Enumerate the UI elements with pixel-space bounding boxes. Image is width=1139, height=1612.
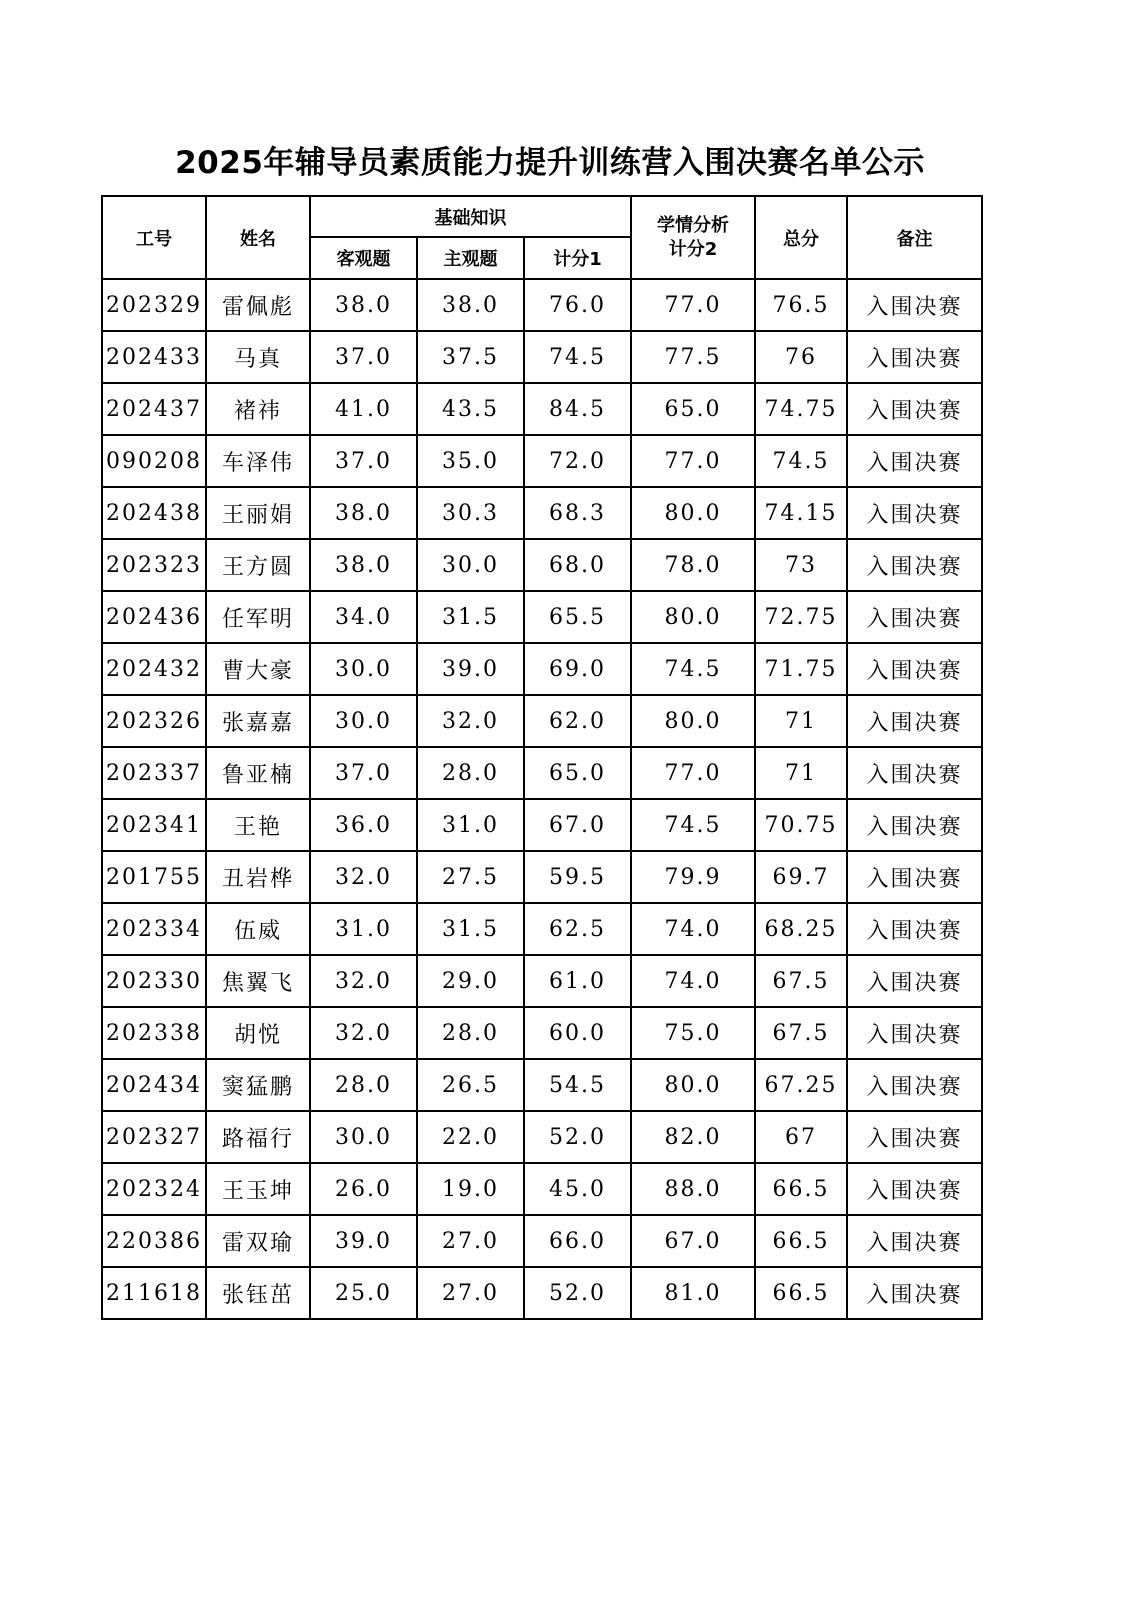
cell-name: 张嘉嘉 [206, 695, 310, 747]
table-row [102, 851, 982, 903]
cell-subjective: 26.5 [417, 1059, 524, 1111]
table-row [102, 1267, 982, 1319]
cell-note: 入围决赛 [847, 487, 982, 539]
cell-subjective: 31.5 [417, 903, 524, 955]
cell-subtotal1: 84.5 [524, 383, 631, 435]
cell-analysis-score: 80.0 [631, 487, 755, 539]
cell-analysis-score: 77.0 [631, 435, 755, 487]
cell-subtotal1: 62.5 [524, 903, 631, 955]
header-analysis-line1: 学情分析 [657, 214, 730, 236]
cell-note: 入围决赛 [847, 279, 982, 331]
cell-total: 67 [755, 1111, 847, 1163]
cell-total: 71 [755, 747, 847, 799]
cell-subtotal1: 65.5 [524, 591, 631, 643]
cell-analysis-score: 65.0 [631, 383, 755, 435]
cell-id: 090208 [102, 435, 206, 487]
table-row [102, 903, 982, 955]
cell-subtotal1: 76.0 [524, 279, 631, 331]
cell-total: 70.75 [755, 799, 847, 851]
cell-total: 66.5 [755, 1215, 847, 1267]
cell-analysis-score: 88.0 [631, 1163, 755, 1215]
cell-note: 入围决赛 [847, 1111, 982, 1163]
cell-note: 入围决赛 [847, 1007, 982, 1059]
cell-name: 路福行 [206, 1111, 310, 1163]
header-basic-knowledge: 基础知识 [310, 196, 631, 237]
cell-subjective: 37.5 [417, 331, 524, 383]
table-row [102, 1163, 982, 1215]
cell-note: 入围决赛 [847, 851, 982, 903]
cell-analysis-score: 77.0 [631, 747, 755, 799]
table-row [102, 539, 982, 591]
cell-total: 71 [755, 695, 847, 747]
cell-analysis-score: 74.0 [631, 955, 755, 1007]
cell-name: 王玉坤 [206, 1163, 310, 1215]
cell-subtotal1: 68.3 [524, 487, 631, 539]
cell-analysis-score: 80.0 [631, 695, 755, 747]
cell-name: 鲁亚楠 [206, 747, 310, 799]
cell-note: 入围决赛 [847, 539, 982, 591]
cell-objective: 30.0 [310, 643, 417, 695]
cell-subtotal1: 69.0 [524, 643, 631, 695]
cell-note: 入围决赛 [847, 747, 982, 799]
cell-name: 车泽伟 [206, 435, 310, 487]
cell-objective: 38.0 [310, 487, 417, 539]
cell-subjective: 29.0 [417, 955, 524, 1007]
header-total: 总分 [755, 196, 847, 279]
cell-note: 入围决赛 [847, 643, 982, 695]
cell-subjective: 39.0 [417, 643, 524, 695]
table-row [102, 695, 982, 747]
header-objective: 客观题 [310, 237, 417, 279]
cell-subtotal1: 45.0 [524, 1163, 631, 1215]
cell-subtotal1: 65.0 [524, 747, 631, 799]
cell-note: 入围决赛 [847, 1267, 982, 1319]
header-subjective: 主观题 [417, 237, 524, 279]
cell-objective: 30.0 [310, 1111, 417, 1163]
cell-subtotal1: 54.5 [524, 1059, 631, 1111]
cell-objective: 39.0 [310, 1215, 417, 1267]
cell-analysis-score: 74.5 [631, 643, 755, 695]
cell-objective: 26.0 [310, 1163, 417, 1215]
cell-id: 202337 [102, 747, 206, 799]
cell-id: 202330 [102, 955, 206, 1007]
cell-objective: 38.0 [310, 539, 417, 591]
cell-analysis-score: 79.9 [631, 851, 755, 903]
cell-total: 66.5 [755, 1163, 847, 1215]
cell-total: 74.15 [755, 487, 847, 539]
cell-analysis-score: 78.0 [631, 539, 755, 591]
cell-analysis-score: 77.0 [631, 279, 755, 331]
cell-id: 202434 [102, 1059, 206, 1111]
cell-total: 74.5 [755, 435, 847, 487]
cell-subtotal1: 52.0 [524, 1267, 631, 1319]
cell-note: 入围决赛 [847, 591, 982, 643]
table-header [102, 196, 982, 279]
table-row [102, 279, 982, 331]
cell-total: 67.5 [755, 955, 847, 1007]
cell-analysis-score: 67.0 [631, 1215, 755, 1267]
cell-objective: 28.0 [310, 1059, 417, 1111]
cell-note: 入围决赛 [847, 1059, 982, 1111]
cell-name: 王艳 [206, 799, 310, 851]
cell-name: 雷佩彪 [206, 279, 310, 331]
cell-subtotal1: 61.0 [524, 955, 631, 1007]
cell-total: 74.75 [755, 383, 847, 435]
cell-subtotal1: 66.0 [524, 1215, 631, 1267]
table-row [102, 1007, 982, 1059]
cell-subtotal1: 52.0 [524, 1111, 631, 1163]
cell-name: 雷双瑜 [206, 1215, 310, 1267]
cell-name: 王丽娟 [206, 487, 310, 539]
cell-subjective: 28.0 [417, 1007, 524, 1059]
cell-objective: 25.0 [310, 1267, 417, 1319]
cell-objective: 34.0 [310, 591, 417, 643]
cell-objective: 31.0 [310, 903, 417, 955]
cell-total: 76.5 [755, 279, 847, 331]
table-row [102, 747, 982, 799]
cell-id: 202326 [102, 695, 206, 747]
cell-total: 67.5 [755, 1007, 847, 1059]
cell-subjective: 28.0 [417, 747, 524, 799]
cell-id: 220386 [102, 1215, 206, 1267]
cell-total: 71.75 [755, 643, 847, 695]
table-row [102, 955, 982, 1007]
cell-name: 焦翼飞 [206, 955, 310, 1007]
cell-id: 202327 [102, 1111, 206, 1163]
cell-id: 202433 [102, 331, 206, 383]
cell-id: 202341 [102, 799, 206, 851]
cell-name: 丑岩桦 [206, 851, 310, 903]
cell-objective: 32.0 [310, 1007, 417, 1059]
cell-id: 202338 [102, 1007, 206, 1059]
cell-subjective: 22.0 [417, 1111, 524, 1163]
cell-subtotal1: 67.0 [524, 799, 631, 851]
cell-id: 211618 [102, 1267, 206, 1319]
cell-subjective: 19.0 [417, 1163, 524, 1215]
cell-analysis-score: 81.0 [631, 1267, 755, 1319]
cell-name: 王方圆 [206, 539, 310, 591]
cell-id: 202437 [102, 383, 206, 435]
cell-note: 入围决赛 [847, 695, 982, 747]
table-row [102, 487, 982, 539]
cell-subjective: 30.0 [417, 539, 524, 591]
table-row [102, 331, 982, 383]
cell-objective: 32.0 [310, 851, 417, 903]
table-row [102, 643, 982, 695]
cell-total: 66.5 [755, 1267, 847, 1319]
cell-note: 入围决赛 [847, 955, 982, 1007]
cell-name: 胡悦 [206, 1007, 310, 1059]
cell-objective: 38.0 [310, 279, 417, 331]
cell-note: 入围决赛 [847, 435, 982, 487]
cell-objective: 37.0 [310, 435, 417, 487]
cell-subjective: 27.0 [417, 1267, 524, 1319]
cell-note: 入围决赛 [847, 1215, 982, 1267]
cell-analysis-score: 74.0 [631, 903, 755, 955]
cell-name: 张钰茁 [206, 1267, 310, 1319]
cell-analysis-score: 80.0 [631, 591, 755, 643]
cell-id: 202438 [102, 487, 206, 539]
cell-id: 202324 [102, 1163, 206, 1215]
cell-id: 202334 [102, 903, 206, 955]
table-row [102, 1215, 982, 1267]
cell-objective: 30.0 [310, 695, 417, 747]
cell-subjective: 38.0 [417, 279, 524, 331]
cell-name: 任军明 [206, 591, 310, 643]
cell-subjective: 32.0 [417, 695, 524, 747]
page-title: 2025年辅导员素质能力提升训练营入围决赛名单公示 [175, 145, 925, 181]
cell-objective: 41.0 [310, 383, 417, 435]
cell-subtotal1: 60.0 [524, 1007, 631, 1059]
header-name: 姓名 [206, 196, 310, 279]
cell-subjective: 35.0 [417, 435, 524, 487]
cell-total: 68.25 [755, 903, 847, 955]
cell-analysis-score: 74.5 [631, 799, 755, 851]
cell-total: 69.7 [755, 851, 847, 903]
cell-subtotal1: 68.0 [524, 539, 631, 591]
cell-objective: 36.0 [310, 799, 417, 851]
cell-name: 窦猛鹏 [206, 1059, 310, 1111]
header-analysis-line2: 计分2 [668, 238, 718, 260]
cell-note: 入围决赛 [847, 331, 982, 383]
cell-name: 伍威 [206, 903, 310, 955]
cell-id: 201755 [102, 851, 206, 903]
cell-note: 入围决赛 [847, 903, 982, 955]
cell-subtotal1: 62.0 [524, 695, 631, 747]
cell-subjective: 31.0 [417, 799, 524, 851]
cell-subjective: 27.5 [417, 851, 524, 903]
table-row [102, 1059, 982, 1111]
table-row [102, 383, 982, 435]
table-row [102, 591, 982, 643]
cell-subjective: 27.0 [417, 1215, 524, 1267]
header-id: 工号 [102, 196, 206, 279]
cell-name: 曹大豪 [206, 643, 310, 695]
cell-objective: 37.0 [310, 747, 417, 799]
cell-note: 入围决赛 [847, 383, 982, 435]
table-row [102, 435, 982, 487]
header-analysis-score [631, 196, 755, 279]
cell-analysis-score: 80.0 [631, 1059, 755, 1111]
cell-subjective: 30.3 [417, 487, 524, 539]
cell-total: 76 [755, 331, 847, 383]
cell-total: 72.75 [755, 591, 847, 643]
table-row [102, 1111, 982, 1163]
cell-note: 入围决赛 [847, 1163, 982, 1215]
cell-total: 67.25 [755, 1059, 847, 1111]
cell-id: 202432 [102, 643, 206, 695]
cell-objective: 37.0 [310, 331, 417, 383]
table-body [102, 279, 982, 1319]
finalist-table [101, 195, 983, 1320]
cell-subjective: 31.5 [417, 591, 524, 643]
cell-subtotal1: 72.0 [524, 435, 631, 487]
cell-analysis-score: 82.0 [631, 1111, 755, 1163]
cell-objective: 32.0 [310, 955, 417, 1007]
cell-name: 褚祎 [206, 383, 310, 435]
header-subtotal1: 计分1 [524, 237, 631, 279]
header-note: 备注 [847, 196, 982, 279]
cell-name: 马真 [206, 331, 310, 383]
cell-analysis-score: 75.0 [631, 1007, 755, 1059]
cell-id: 202436 [102, 591, 206, 643]
cell-note: 入围决赛 [847, 799, 982, 851]
cell-id: 202329 [102, 279, 206, 331]
cell-total: 73 [755, 539, 847, 591]
cell-subtotal1: 59.5 [524, 851, 631, 903]
cell-subtotal1: 74.5 [524, 331, 631, 383]
table-row [102, 799, 982, 851]
cell-id: 202323 [102, 539, 206, 591]
cell-analysis-score: 77.5 [631, 331, 755, 383]
cell-subjective: 43.5 [417, 383, 524, 435]
